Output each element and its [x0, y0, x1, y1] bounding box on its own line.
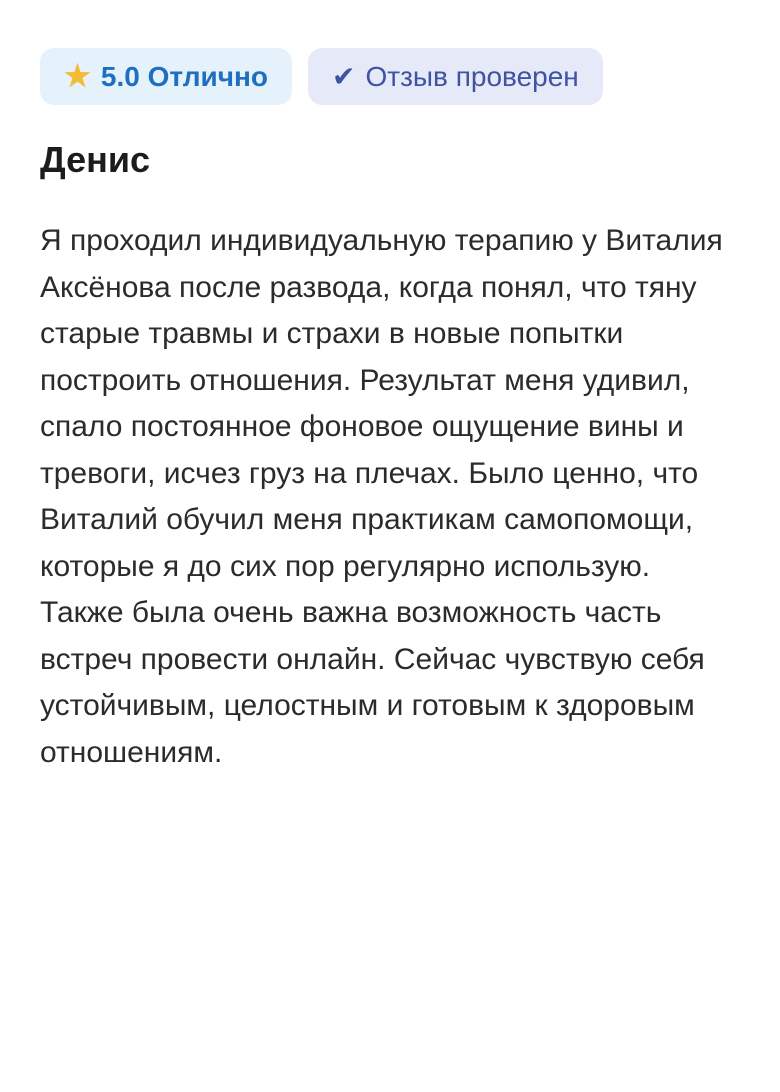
author-name: Денис: [40, 139, 151, 180]
rating-badge: [40, 48, 292, 105]
rating-label: 5.0 Отлично: [100, 60, 269, 92]
check-icon: ✔: [332, 60, 356, 92]
badge-row: [40, 48, 740, 105]
verified-label: Отзыв проверен: [365, 60, 579, 92]
review-text: Я проходил индивидуальную терапию у Виталия Аксёнова после развода, когда понял, что тяну старые травмы и страхи в новые попытки построить отношения. Результат меня удивил, спало постоянное фоновое ощущение вины и тревоги, исчез груз на плечах. Было ценно, что Виталий обучил меня практикам самопомощи, которые я до сих пор регулярно использую. Также была очень важна возможность часть встреч провести онлайн. Сейчас чувствую себя устойчивым, целостным и готовым к здоровым отношениям.: [40, 224, 723, 769]
star-icon: ★: [64, 59, 91, 93]
verified-badge: [308, 48, 603, 105]
